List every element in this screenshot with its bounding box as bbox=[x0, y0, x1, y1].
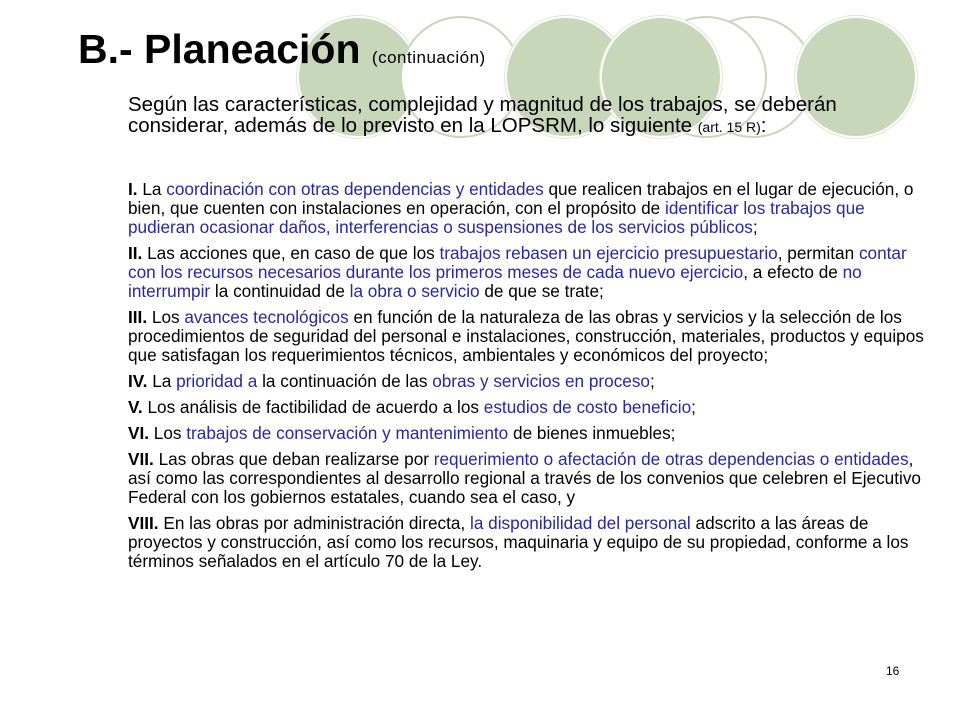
item-text: Las acciones que, en caso de que los bbox=[142, 243, 440, 263]
item-text: Las obras que deban realizarse por bbox=[153, 449, 434, 469]
item-number: V. bbox=[128, 397, 143, 417]
highlighted-text: avances tecnológicos bbox=[184, 307, 349, 327]
item-text: , así como las correspondientes al desarrollo regional a través de los convenios que celebren el Ejecutivo Federal con los gobiernos estatales, cuando sea el caso, y bbox=[128, 449, 921, 507]
slide-title bbox=[78, 26, 486, 73]
item-number: III. bbox=[128, 307, 148, 327]
item-text: la continuación de las bbox=[257, 371, 433, 391]
item-text: , a efecto de bbox=[743, 262, 843, 282]
page-number: 16 bbox=[886, 664, 900, 678]
intro-text: Según las características, complejidad y magnitud de los trabajos, se deberán considerar, además de lo previsto en la LOPSRM, lo siguiente bbox=[128, 93, 837, 137]
item-text: ; bbox=[752, 217, 758, 237]
item-text: Los bbox=[147, 307, 185, 327]
item-text: Los análisis de factibilidad de acuerdo a los bbox=[142, 397, 484, 417]
list-item bbox=[128, 398, 928, 417]
highlighted-text: trabajos de conservación y mantenimiento bbox=[186, 423, 509, 443]
intro-colon: : bbox=[760, 114, 767, 137]
item-text: ; bbox=[691, 397, 696, 417]
list-item bbox=[128, 308, 928, 365]
item-text: ; bbox=[650, 371, 655, 391]
item-number: VIII. bbox=[128, 513, 159, 533]
item-text: Los bbox=[149, 423, 187, 443]
highlighted-text: la disponibilidad del personal bbox=[470, 513, 691, 533]
item-text: la continuidad de bbox=[210, 281, 350, 301]
item-number: VII. bbox=[128, 449, 154, 469]
highlighted-text: obras y servicios en proceso bbox=[432, 371, 650, 391]
highlighted-text: coordinación con otras dependencias y entidades bbox=[166, 179, 544, 199]
item-number: VI. bbox=[128, 423, 150, 443]
item-number: II. bbox=[128, 243, 143, 263]
highlighted-text: prioridad a bbox=[176, 371, 258, 391]
list-item bbox=[128, 514, 928, 571]
list-item bbox=[128, 424, 928, 443]
highlighted-text: no interrumpir bbox=[128, 262, 862, 301]
item-text: En las obras por administración directa, bbox=[158, 513, 471, 533]
list-item bbox=[128, 244, 928, 301]
title-main: B.- Planeación bbox=[78, 26, 361, 72]
item-number: I. bbox=[128, 179, 138, 199]
item-text: de bienes inmuebles; bbox=[508, 423, 676, 443]
item-text: de que se trate; bbox=[479, 281, 604, 301]
requirements-list bbox=[128, 180, 928, 578]
item-text: en función de la naturaleza de las obras y servicios y la selección de los procedimientos de seguridad del personal e instalaciones, construcción, materiales, productos y equipos que satisfagan los requerimientos técnicos, ambientales y económicos del proyecto; bbox=[128, 307, 924, 365]
highlighted-text: estudios de costo beneficio bbox=[483, 397, 692, 417]
item-text: La bbox=[137, 179, 167, 199]
item-text: La bbox=[147, 371, 177, 391]
highlighted-text: trabajos rebasen un ejercicio presupuestario bbox=[439, 243, 778, 263]
title-suffix: (continuación) bbox=[371, 48, 486, 67]
highlighted-text: identificar los trabajos que pudieran ocasionar daños, interferencias o suspensiones de los servicios públicos bbox=[128, 198, 865, 237]
list-item bbox=[128, 180, 928, 237]
item-number: IV. bbox=[128, 371, 148, 391]
highlighted-text: requerimiento o afectación de otras dependencias o entidades bbox=[433, 449, 909, 469]
highlighted-text: la obra o servicio bbox=[349, 281, 480, 301]
intro-paragraph bbox=[128, 94, 888, 138]
intro-reference: (art. 15 R) bbox=[697, 119, 761, 135]
item-text: , permitan bbox=[777, 243, 859, 263]
list-item bbox=[128, 450, 928, 507]
item-text: adscrito a las áreas de proyectos y construcción, así como los recursos, maquinaria y equipo de su propiedad, conforme a los términos señalados en el artículo 70 de la Ley. bbox=[128, 513, 909, 571]
highlighted-text: contar con los recursos necesarios durante los primeros meses de cada nuevo ejercicio bbox=[128, 243, 907, 282]
item-text: que realicen trabajos en el lugar de ejecución, o bien, que cuenten con instalaciones en operación, con el propósito de bbox=[128, 179, 914, 218]
list-item bbox=[128, 372, 928, 391]
